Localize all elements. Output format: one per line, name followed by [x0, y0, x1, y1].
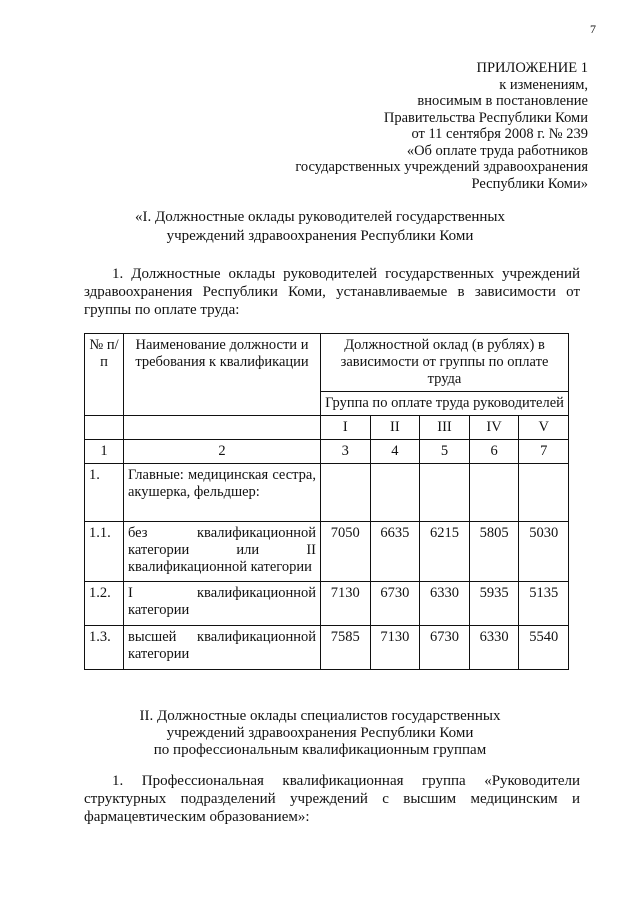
index-cell: 2: [124, 440, 321, 464]
row-value: 5030: [519, 522, 569, 582]
row-value: [370, 464, 420, 522]
table-cell: [85, 416, 124, 440]
table-row: [85, 522, 569, 582]
salary-table: [84, 333, 569, 670]
section1-heading: [60, 208, 580, 246]
section2-heading: [60, 708, 580, 759]
row-num: 1.2.: [85, 582, 124, 626]
row-value: 7130: [321, 582, 371, 626]
row-name: Главные: медицинская сестра, акушерка, фельдшер:: [124, 464, 321, 522]
row-value: 6330: [469, 626, 519, 670]
index-cell: 6: [469, 440, 519, 464]
appendix-line: от 11 сентября 2008 г. № 239: [411, 126, 588, 142]
appendix-line: государственных учреждений здравоохранения: [295, 159, 588, 175]
row-value: 7585: [321, 626, 371, 670]
appendix-header: [208, 60, 588, 192]
index-cell: 3: [321, 440, 371, 464]
row-value: 5935: [469, 582, 519, 626]
section2-heading-line: по профессиональным квалификационным группам: [153, 742, 487, 758]
row-name: без квалификационной категории или II квалификационной категории: [124, 522, 321, 582]
group-label: V: [519, 416, 569, 440]
row-value: 6635: [370, 522, 420, 582]
section2-heading-line: II. Должностные оклады специалистов государственных: [139, 708, 501, 724]
appendix-line: вносимым в постановление: [417, 93, 588, 109]
appendix-line: Правительства Республики Коми: [383, 109, 588, 126]
group-label: III: [420, 416, 470, 440]
table-header-row: [85, 334, 569, 392]
table-row: [85, 464, 569, 522]
section2-heading-line: учреждений здравоохранения Республики Коми: [166, 725, 474, 741]
group-label: II: [370, 416, 420, 440]
row-value: 6330: [420, 582, 470, 626]
section1-paragraph: 1. Должностные оклады руководителей государственных учреждений здравоохранения Республики Коми, устанавливаемые в зависимости от группы по оплате труда:: [84, 266, 580, 318]
appendix-line: к изменениям,: [499, 76, 588, 93]
row-num: 1.1.: [85, 522, 124, 582]
section2-paragraph: 1. Профессиональная квалификационная группа «Руководители структурных подразделений учреждений с высшим медицинским и фармацевтическим образованием»:: [84, 773, 580, 825]
page-number: 7: [590, 22, 596, 36]
table-row: [85, 582, 569, 626]
appendix-line: Республики Коми»: [471, 175, 588, 192]
row-num: 1.: [85, 464, 124, 522]
header-salary: Должностной оклад (в рублях) в зависимости от группы по оплате труда: [321, 334, 569, 392]
index-cell: 4: [370, 440, 420, 464]
row-value: 5805: [469, 522, 519, 582]
group-label: I: [321, 416, 371, 440]
row-num: 1.3.: [85, 626, 124, 670]
index-cell: 5: [420, 440, 470, 464]
table-index-row: [85, 440, 569, 464]
index-cell: 1: [85, 440, 124, 464]
row-value: 6730: [420, 626, 470, 670]
row-value: 7050: [321, 522, 371, 582]
row-value: 6215: [420, 522, 470, 582]
section1-heading-line: учреждений здравоохранения Республики Коми: [166, 228, 474, 244]
row-value: [469, 464, 519, 522]
table-row: [85, 626, 569, 670]
row-name: высшей квалификационной категории: [124, 626, 321, 670]
section1-heading-line: «I. Должностные оклады руководителей государственных: [134, 209, 506, 225]
row-value: [420, 464, 470, 522]
row-value: 7130: [370, 626, 420, 670]
row-value: [321, 464, 371, 522]
header-num: № п/п: [85, 334, 124, 416]
group-label: IV: [469, 416, 519, 440]
header-group: Группа по оплате труда руководителей: [321, 392, 569, 416]
row-value: [519, 464, 569, 522]
index-cell: 7: [519, 440, 569, 464]
row-value: 6730: [370, 582, 420, 626]
appendix-line: «Об оплате труда работников: [406, 142, 588, 159]
row-value: 5540: [519, 626, 569, 670]
header-name: Наименование должности и требования к квалификации: [124, 334, 321, 416]
table-groups-row: [85, 416, 569, 440]
row-name: I квалификационной категории: [124, 582, 321, 626]
row-value: 5135: [519, 582, 569, 626]
appendix-title: ПРИЛОЖЕНИЕ 1: [476, 60, 588, 76]
table-cell: [124, 416, 321, 440]
